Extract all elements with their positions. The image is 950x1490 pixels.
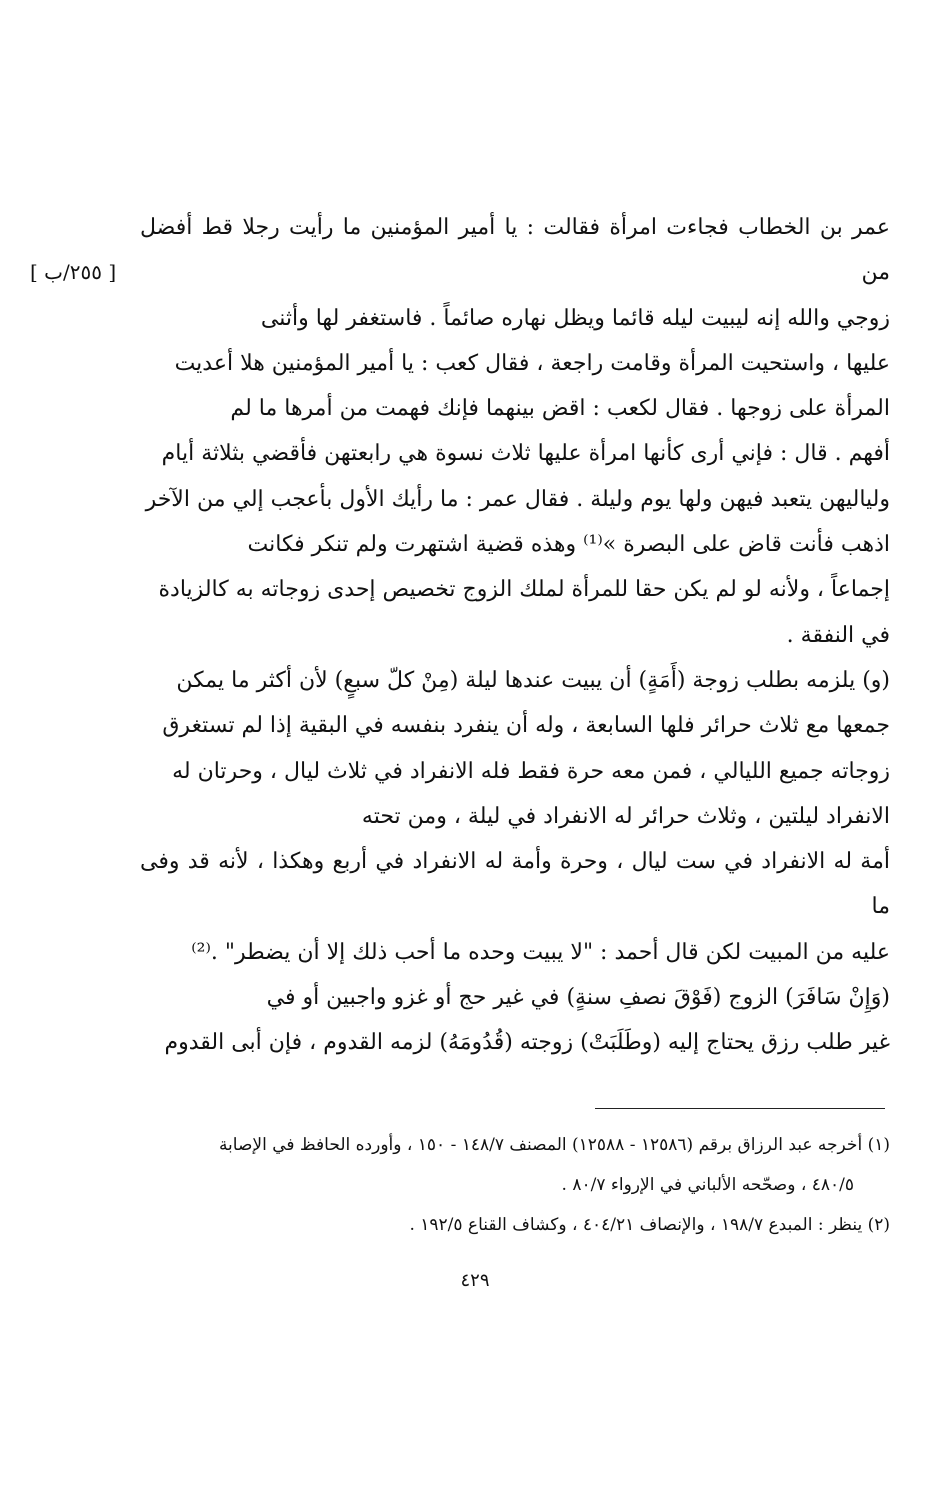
text-line: (وَإِنْ سَافَرَ) الزوج (فَوْقَ نصفِ سنةٍ) في غير حج أو غزو واجبين أو في: [266, 985, 890, 1011]
text-line: عليه من المبيت لكن قال أحمد : "لا يبيت وحده ما أحب ذلك إلا أن يضطر" .⁽²⁾: [191, 939, 890, 965]
text-line: في النفقة .: [786, 622, 890, 648]
page-number: ٤٢٩: [460, 1270, 490, 1291]
text-line: غير طلب رزق يحتاج إليه (وطَلَبَتْ) زوجته (قُدُومَهُ) لزمه القدوم ، فإن أبى القدوم: [164, 1030, 890, 1056]
text-line: ولياليهن يتعبد فيهن ولها يوم وليلة . فقال عمر : ما رأيك الأول بأعجب إلي من الآخر: [145, 486, 890, 512]
text-line: زوجي والله إنه ليبيت ليله قائما ويظل نهاره صائماً . فاستغفر لها وأثنى: [260, 305, 890, 331]
text-line: إجماعاً ، ولأنه لو لم يكن حقا للمرأة لملك الزوج تخصيص إحدى زوجاته به كالزيادة: [158, 577, 890, 603]
footnote-2: (٢) ينظر : المبدع ١٩٨/٧ ، والإنصاف ٤٠٤/٢١ ، وكشاف القناع ١٩٢/٥ .: [409, 1215, 890, 1235]
text-line: أمة له الانفراد في ست ليال ، وحرة وأمة له الانفراد في أربع وهكذا ، لأنه قد وفى ما: [140, 849, 890, 920]
text-line: (و) يلزمه بطلب زوجة (أَمَةٍ) أن يبيت عندها ليلة (مِنْ كلّ سبعٍ) لأن أكثر ما يمكن: [176, 667, 890, 693]
text-line: عليها ، واستحيت المرأة وقامت راجعة ، فقال كعب : يا أمير المؤمنين هلا أعديت: [174, 350, 890, 376]
footnote-1-continued: ٤٨٠/٥ ، وصحّحه الألباني في الإرواء ٨٠/٧ .: [561, 1175, 854, 1195]
body-text: [140, 205, 890, 1066]
footnote-1: (١) أخرجه عبد الرزاق برقم (١٢٥٨٦ - ١٢٥٨٨) المصنف ١٤٨/٧ - ١٥٠ ، وأورده الحافظ في الإصابة: [218, 1135, 890, 1155]
text-line: المرأة على زوجها . فقال لكعب : اقض بينهما فإنك فهمت من أمرها ما لم: [230, 396, 890, 422]
text-line: الانفراد ليلتين ، وثلاث حرائر له الانفراد في ليلة ، ومن تحته: [361, 803, 890, 829]
text-line: زوجاته جميع الليالي ، فمن معه حرة فقط فله الانفراد في ثلاث ليال ، وحرتان له: [172, 758, 890, 784]
text-line: جمعها مع ثلاث حرائر فلها السابعة ، وله أن ينفرد بنفسه في البقية إذا لم تستغرق: [162, 713, 890, 739]
footnotes: [140, 1125, 890, 1245]
text-line: أفهم . قال : فإني أرى كأنها امرأة عليها ثلاث نسوة هي رابعتهن فأقضي بثلاثة أيام: [161, 441, 890, 467]
text-line: عمر بن الخطاب فجاءت امرأة فقالت : يا أمير المؤمنين ما رأيت رجلا قط أفضل من: [140, 215, 890, 286]
manuscript-folio-marker: [ ٢٥٥/ب ]: [30, 260, 117, 284]
footnote-divider: [595, 1108, 885, 1109]
text-line: اذهب فأنت قاض على البصرة »⁽¹⁾ وهذه قضية اشتهرت ولم تنكر فكانت: [247, 532, 890, 558]
